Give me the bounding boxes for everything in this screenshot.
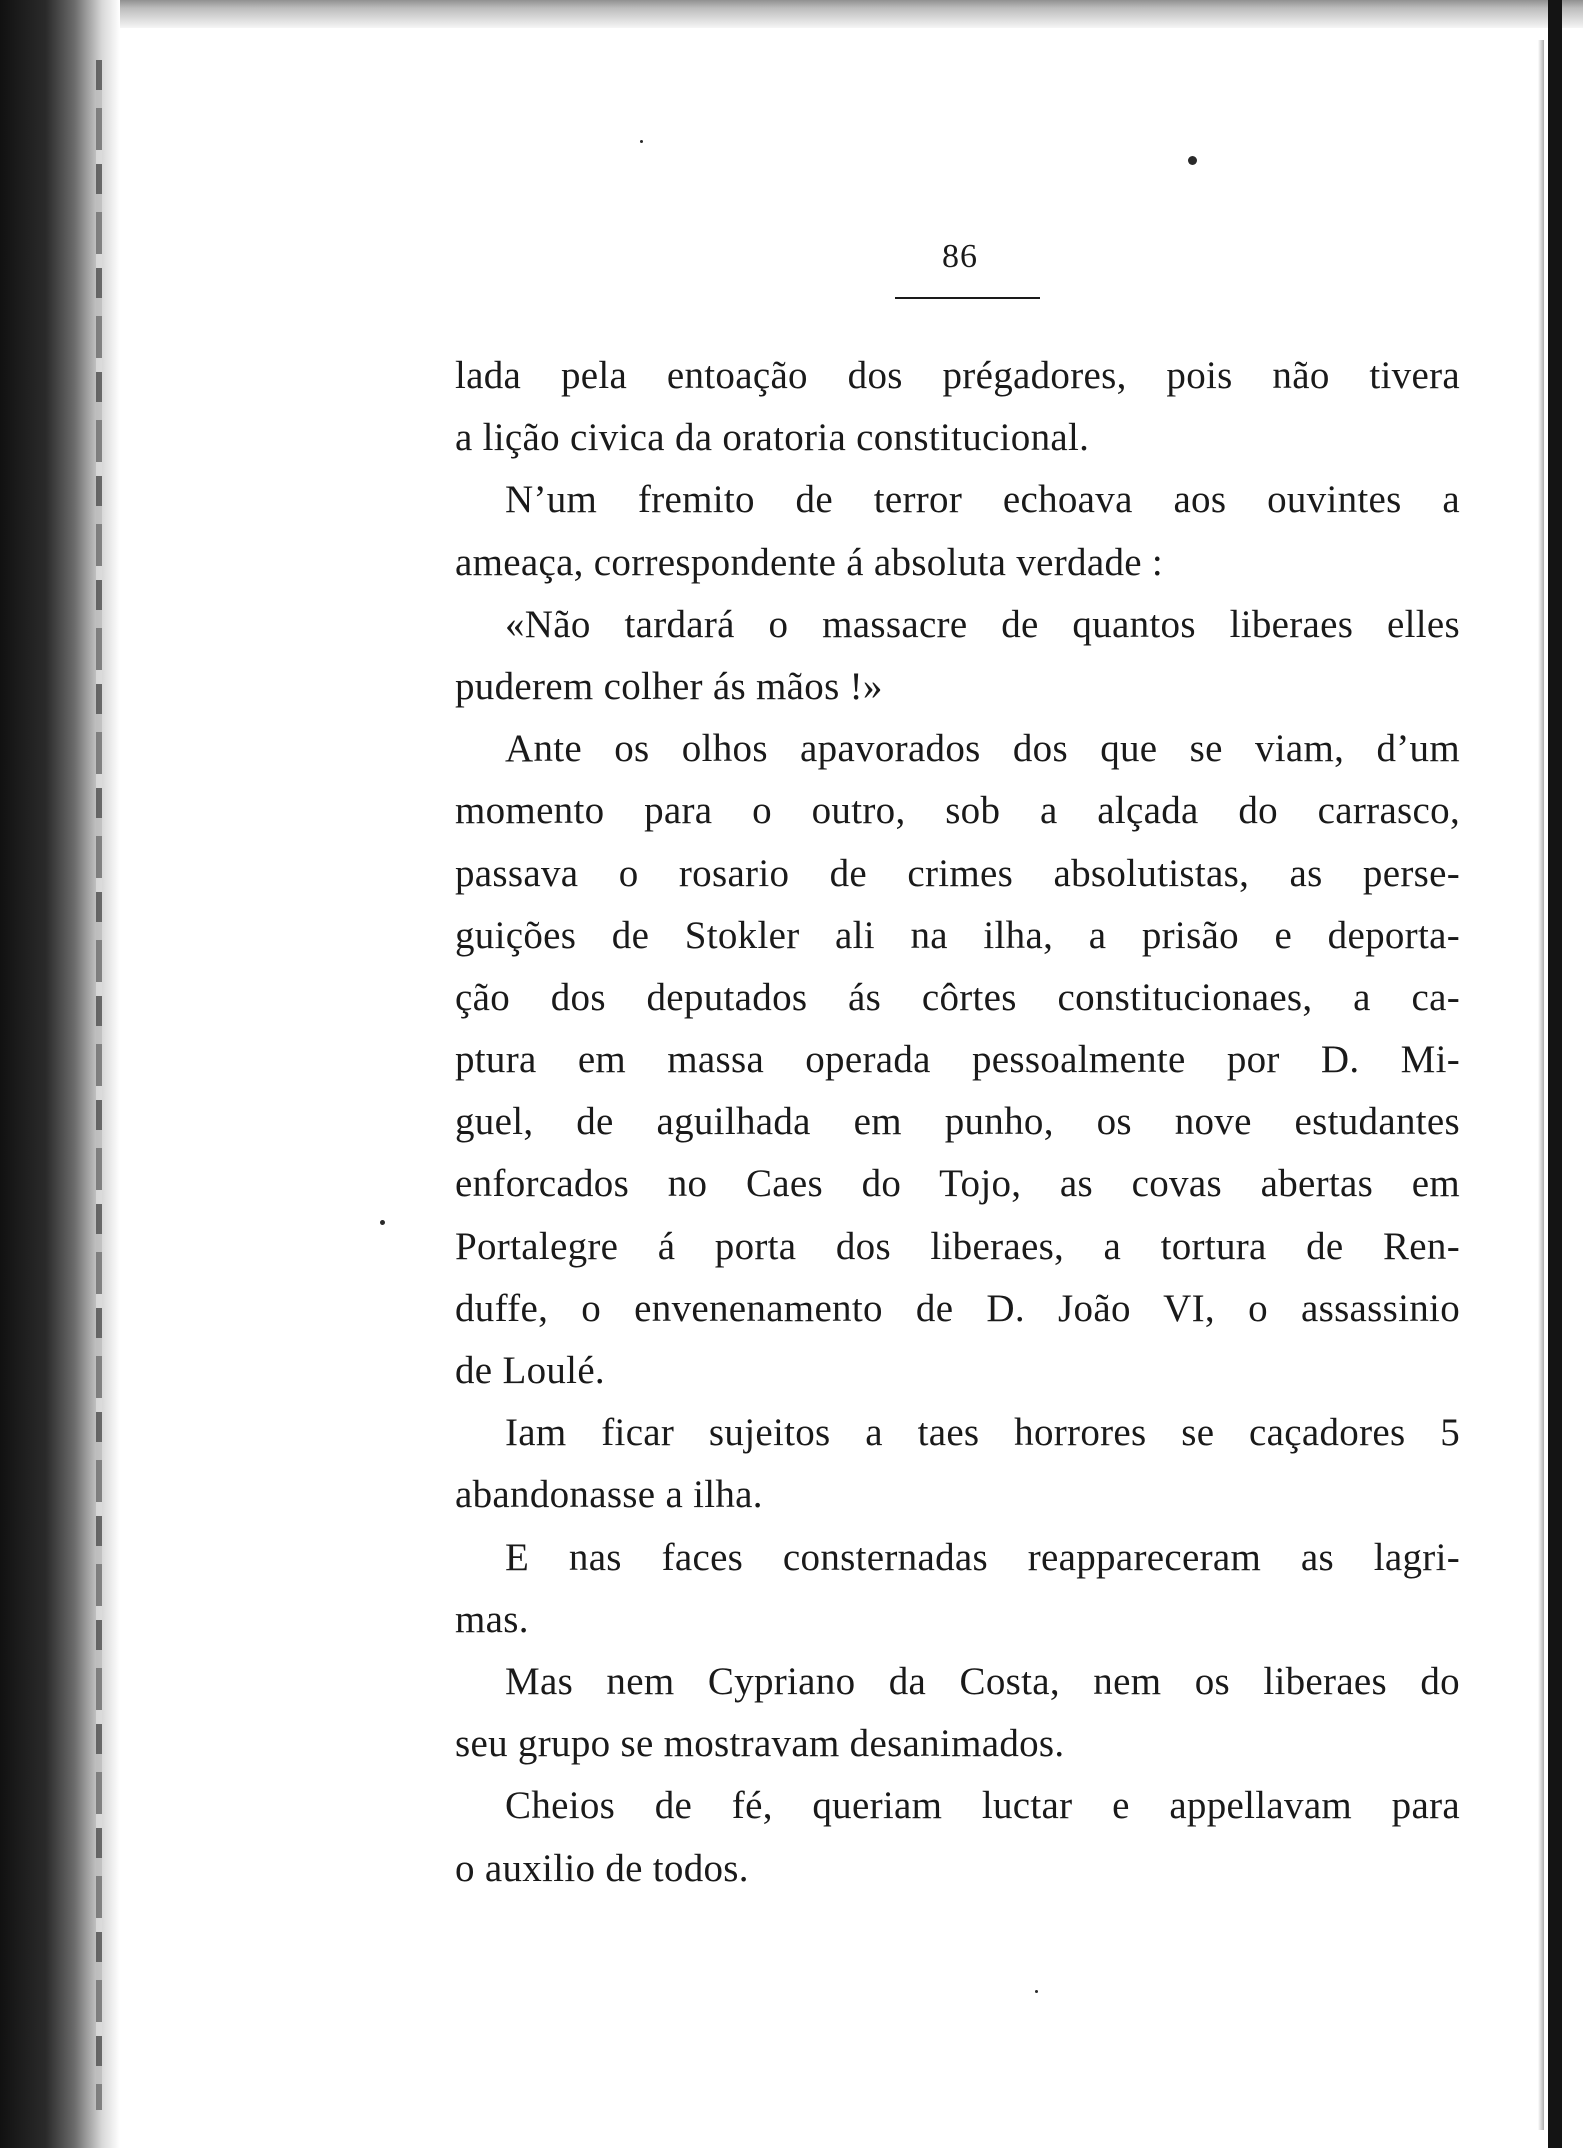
text-line: lada pela entoação dos prégadores, pois não tivera (455, 354, 1460, 397)
text-line: Portalegre á porta dos liberaes, a tortura de Ren- (455, 1224, 1460, 1268)
text-line: o auxilio de todos. (455, 1846, 749, 1890)
text-line: abandonasse a ilha. (455, 1473, 763, 1517)
text-line: ameaça, correspondente á absoluta verdade : (455, 540, 1164, 584)
scan-right-edge (1548, 0, 1562, 2148)
text-line: puderem colher ás mãos !» (455, 664, 883, 708)
text-line: guel, de aguilhada em punho, os nove estudantes (455, 1100, 1460, 1144)
text-line: Ante os olhos apavorados dos que se viam, d’um (505, 727, 1460, 771)
scan-speck (640, 140, 643, 143)
scan-speck (1035, 1990, 1038, 1993)
text-line: duffe, o envenenamento de D. João VI, o assassinio (455, 1286, 1460, 1330)
text-line: ção dos deputados ás côrtes constitucionaes, a ca- (455, 975, 1460, 1019)
text-line: mas. (455, 1597, 529, 1641)
text-line: de Loulé. (455, 1349, 605, 1392)
text-line: enforcados no Caes do Tojo, as covas abertas em (455, 1162, 1460, 1206)
page-number: 86 (942, 238, 978, 275)
text-line: E nas faces consternadas reappareceram as lagri- (505, 1535, 1460, 1579)
scan-top-edge (0, 0, 1583, 28)
text-line: «Não tardará o massacre de quantos liberaes elles (505, 602, 1460, 646)
text-line: Cheios de fé, queriam luctar e appellavam para (505, 1784, 1460, 1828)
scan-binding-shadow (0, 0, 120, 2148)
scan-binding-streak (96, 60, 102, 2110)
scan-speck (1188, 156, 1197, 165)
text-line: momento para o outro, sob a alçada do carrasco, (455, 789, 1460, 833)
scan-right-edge-fade (1538, 40, 1544, 2130)
scan-speck (380, 1220, 385, 1225)
text-line: ptura em massa operada pessoalmente por D. Mi- (455, 1038, 1460, 1082)
text-line: Mas nem Cypriano da Costa, nem os liberaes do (505, 1659, 1460, 1703)
body-text (455, 345, 1460, 1900)
text-line: N’um fremito de terror echoava aos ouvintes a (505, 478, 1460, 522)
page-number-rule (895, 297, 1040, 299)
text-line: Iam ficar sujeitos a taes horrores se caçadores 5 (505, 1411, 1460, 1455)
text-line: passava o rosario de crimes absolutistas, as perse- (455, 851, 1460, 895)
text-line: seu grupo se mostravam desanimados. (455, 1722, 1065, 1766)
text-line: a lição civica da oratoria constitucional. (455, 416, 1090, 460)
text-line: guições de Stokler ali na ilha, a prisão e deporta- (455, 913, 1460, 957)
